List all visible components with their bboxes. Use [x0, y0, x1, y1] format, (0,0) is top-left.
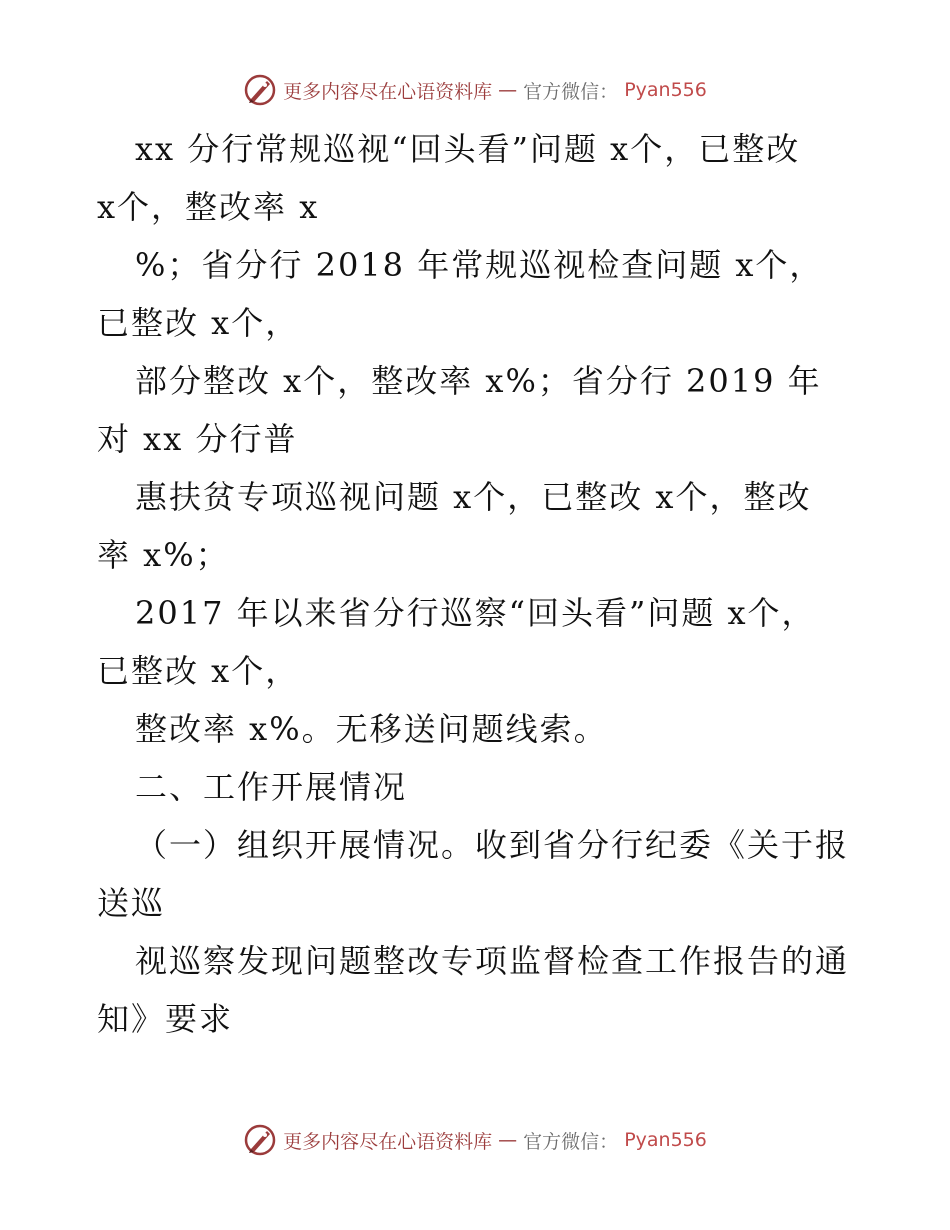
body-line: 惠扶贫专项巡视问题 x个，已整改 x个，整改 [135, 478, 812, 516]
pen-logo-icon [243, 73, 277, 107]
body-line: 率 x%； [97, 536, 230, 574]
body-line: 2017 年以来省分行巡察“回头看”问题 x个， [135, 594, 816, 632]
body-line: 已整改 x个， [97, 304, 300, 342]
header-brand [243, 73, 707, 107]
body-line: 知》要求 [97, 1000, 234, 1038]
body-line: （一）组织开展情况。收到省分行纪委《关于报 [135, 826, 850, 864]
header-separator: — [498, 79, 518, 101]
footer-wechat-handle: Pyan556 [624, 1129, 707, 1151]
footer-wechat-label: 官方微信： [523, 1130, 619, 1153]
body-line: 送巡 [97, 884, 166, 922]
body-line: 整改率 x%。无移送问题线索。 [135, 710, 608, 748]
body-line: 视巡察发现问题整改专项监督检查工作报告的通 [135, 942, 850, 980]
page-header [0, 70, 950, 110]
body-line: xx 分行常规巡视“回头看”问题 x个，已整改 [135, 130, 801, 168]
pen-logo-icon [243, 1123, 277, 1157]
header-wechat-handle: Pyan556 [624, 79, 707, 101]
body-line: 已整改 x个， [97, 652, 300, 690]
footer-brand [243, 1123, 707, 1157]
section-heading: 二、工作开展情况 [135, 768, 408, 806]
header-brand-text: 更多内容尽在心语资料库 [283, 80, 493, 103]
document-body [97, 120, 867, 1048]
body-line: %；省分行 2018 年常规巡视检查问题 x个， [135, 246, 824, 284]
header-wechat-label: 官方微信： [523, 80, 619, 103]
body-line: 部分整改 x个，整改率 x%；省分行 2019 年 [135, 362, 822, 400]
footer-brand-text: 更多内容尽在心语资料库 [283, 1130, 493, 1153]
body-line: x个，整改率 x [97, 188, 320, 226]
body-line: 对 xx 分行普 [97, 420, 298, 458]
footer-separator: — [498, 1129, 518, 1151]
page-footer [0, 1120, 950, 1160]
